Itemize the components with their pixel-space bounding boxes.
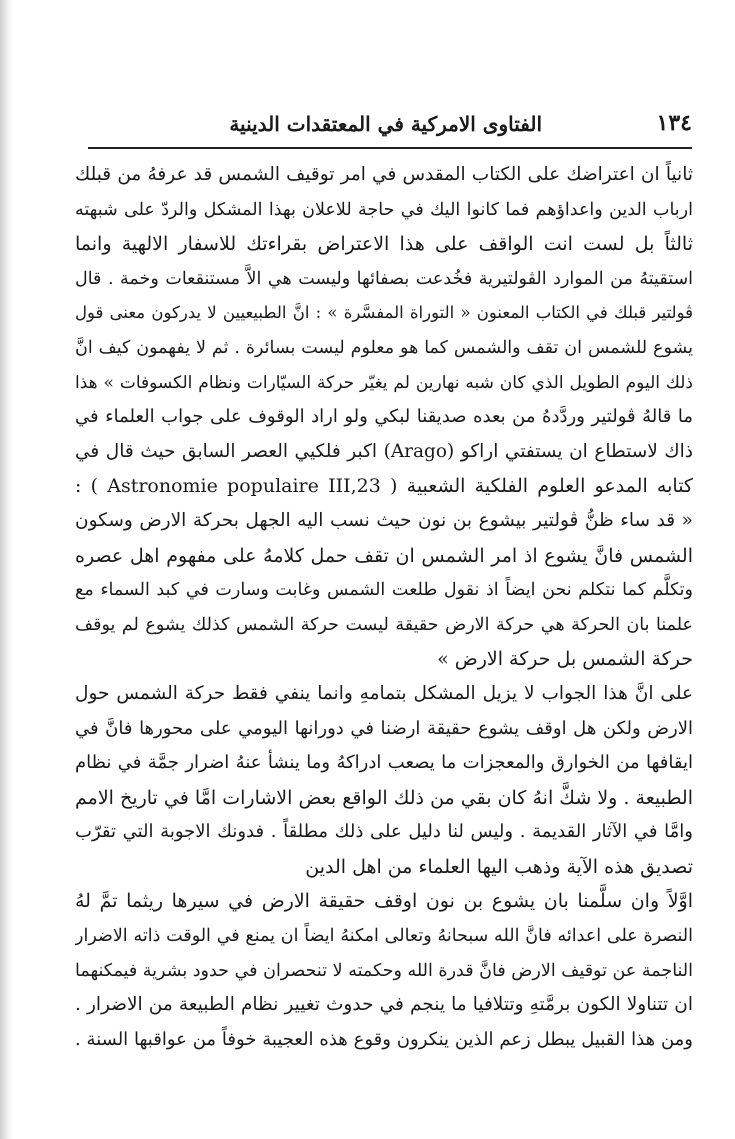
text-line: ان تتناولا الكون برمَّتهِ وتتلافيا ما ينجم في حدوث تغيير نظام الطبيعة من الاضرار . [75, 994, 693, 1016]
page-body [75, 158, 693, 1057]
text-line: ومن هذا القبيل يبطل زعم الذين ينكرون وقوع هذه العجيبة خوفاً من عواقبها السنة . [75, 1028, 693, 1050]
text-line: ثانياً ان اعتراضك على الكتاب المقدس في امر توقيف الشمس قد عرفهُ من قبلك [75, 164, 693, 185]
text-line: الناجمة عن توقيف الارض فانَّ قدرة الله وحكمته لا تنحصران في حدود بشرية فيمكنهما [75, 960, 693, 981]
text-line: تصديق هذه الآية وذهب اليها العلماء من اهل الدين [305, 855, 693, 878]
page-number: ١٣٤ [656, 110, 692, 136]
text-line: علمنا بان الحركة هي حركة الارض حقيقة ليست حركة الشمس كذلك يشوع لم يوقف [75, 614, 693, 635]
text-line: ما قالهُ ڤولتير وردَّدهُ من بعده صديقنا لبكي ولو اراد الوقوف على جواب العلماء في [75, 406, 693, 428]
text-line: ڤولتير قبلك في الكتاب المعنون « التوراة المفسَّرة » : انَّ الطبيعيين لا يدركون معنى قول [75, 303, 693, 323]
text-line: استقيتهُ من الموارد الڤولتيرية فخُدعت بصفائها وليست هي الاَّ مستنقعات وخمة . قال [75, 268, 693, 289]
header-rule [88, 147, 692, 149]
text-line: ايقافها من الخوارق والمعجزات ما يصعب ادراكهُ وما ينشأ عنهُ اضرار جمَّة في نظام [75, 752, 693, 774]
text-line: اوَّلاً وان سلَّمنا بان يشوع بن نون اوقف حقيقة الارض في سيرها ريثما تمَّ لهُ [75, 890, 693, 913]
text-line: ذاك لاستطاع ان يستفتي اراكو (Arago) اكبر فلكيي العصر السابق حيث قال في [75, 440, 693, 462]
text-line: حركة الشمس بل حركة الارض » [437, 648, 693, 671]
page-header [88, 108, 692, 148]
text-line: ذلك اليوم الطويل الذي كان شبه نهارين لم يغيّر حركة السيّارات ونظام الكسوفات » هذا [75, 372, 693, 393]
text-line: الارض ولكن هل اوقف يشوع حقيقة ارضنا في دورانها اليومي على محورها فانَّ في [75, 717, 693, 739]
page-binding-shadow [0, 0, 14, 1139]
text-line: على انَّ هذا الجواب لا يزيل المشكل بتمامهِ وانما ينفي فقط حركة الشمس حول [75, 682, 693, 704]
text-line: كتابه المدعو العلوم الفلكية الشعبية ( Astronomie populaire III,23 ) : [75, 475, 693, 498]
text-line: الطبيعة . ولا شكَّ انهُ كان بقي من ذلك الواقع بعض الاشارات امَّا في تاريخ الامم [75, 786, 693, 809]
text-line: يشوع للشمس ان تقف والشمس كما هو معلوم ليست بسائرة . ثم لا يفهمون كيف انَّ [75, 337, 693, 358]
text-line: « قد ساء ظنُّ ڤولتير بيشوع بن نون حيث نسب اليه الجهل بحركة الارض وسكون [75, 509, 693, 531]
text-line: ارباب الدين واعداؤهم فما كانوا اليك في حاجة للاعلان بهذا المشكل والردّ على شبهته [75, 199, 693, 220]
running-title: الفتاوى الامركية في المعتقدات الدينية [229, 112, 542, 136]
text-line: وامَّا في الآثار القديمة . وليس لنا دليل على ذلك مطلقاً . فدونك الاجوبة التي تقرّب [75, 821, 693, 843]
text-line: وتكلَّم كما نتكلم نحن ايضاً اذ نقول طلعت الشمس وغابت وسارت في كبد السماء مع [75, 580, 693, 601]
text-line: ثالثاً بل لست انت الواقف على هذا الاعتراض بقراءتك للاسفار الالهية وانما [75, 233, 693, 256]
text-line: النصرة على اعدائه فانَّ الله سبحانهُ وتعالى امكنهُ ايضاً ان يمنع في الوقت ذاته الاضرار [75, 926, 693, 947]
text-line: الشمس فانَّ يشوع اذ امر الشمس ان تقف حمل كلامهُ على مفهوم اهل عصره [75, 544, 693, 567]
